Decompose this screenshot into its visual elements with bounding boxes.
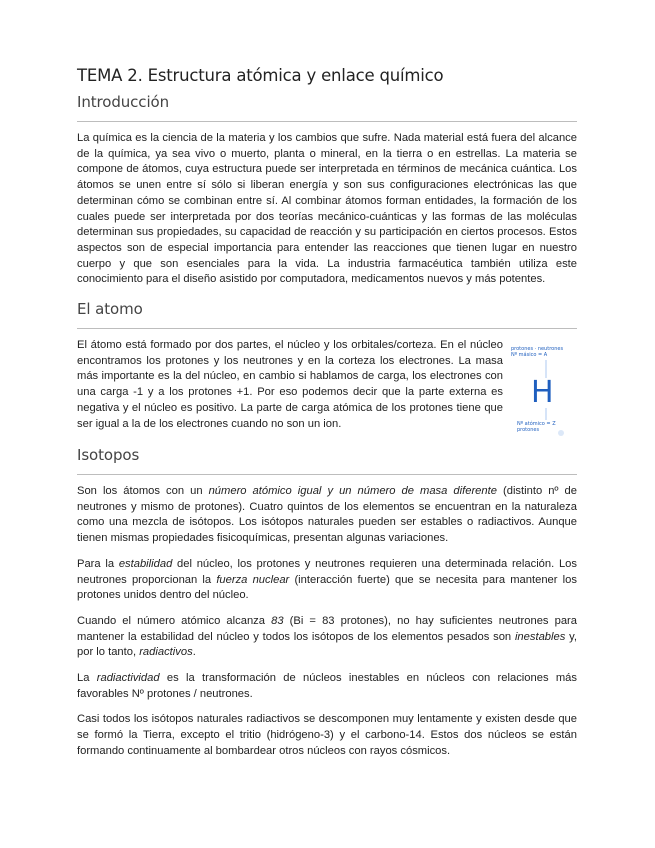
figure-bottom-label-2: protones xyxy=(517,427,540,434)
isotopos-paragraph-3: Cuando el número atómico alcanza 83 (Bi = 83 protones), no hay suficientes neutrones para mantener la estabilidad del núcleo y todos los isótopos de los elementos pesados son inestables y, por lo tanto, radiactivos. xyxy=(77,614,578,659)
isotopos-paragraph-1: Son los átomos con un número atómico igual y un número de masa diferente (distinto nº de neutrones y mismo de protones). Cuatro quintos de los elementos se encuentran en la naturaleza como una mezcla de isótopos. Los isótopos naturales pueden ser estables o radiactivos. Aunque tienen mismas propiedades fisicoquímicas, presentan algunas variaciones. xyxy=(77,485,577,545)
document-title: TEMA 2. Estructura atómica y enlace químico xyxy=(77,66,444,85)
element-symbol: H xyxy=(531,375,554,411)
heading-introduccion: Introducción xyxy=(77,93,170,111)
figure-top-label-1: protones · neutrones xyxy=(511,346,564,353)
figure-bottom-label-1: Nº atómico = Z xyxy=(517,421,556,428)
heading-isotopos: Isotopos xyxy=(77,446,140,465)
hydrogen-diagram xyxy=(511,340,577,440)
isotopos-paragraph-2: Para la estabilidad del núcleo, los protones y neutrones requieren una determinada relación. Los neutrones proporcionan la fuerza nuclear (interacción fuerte) que se necesita para mantener los protones unidos dentro del núcleo. xyxy=(77,557,577,602)
atomo-paragraph: El átomo está formado por dos partes, el núcleo y los orbitales/corteza. En el núcleo encontramos los protones y los neutrones y en la corteza los electrones. La masa más importante es la del núcleo, en cambio si hablamos de carga, los electrones con una carga -1 y a los protones +1. Por eso podemos decir que la parte externa es negativa y el núcleo es positivo. La parte de carga atómica de los protones tiene que ser igual a la de los electrones cuando no son un ion. xyxy=(77,339,503,430)
heading-atomo: El atomo xyxy=(77,300,143,319)
divider xyxy=(77,328,577,329)
document-page xyxy=(77,66,577,760)
hydrogen-figure xyxy=(511,340,577,440)
intro-paragraph: La química es la ciencia de la materia y los cambios que sufre. Nada material está fuera del alcance de la química, ya sea vivo o muerto, planta o mineral, en la tierra o en estrellas. La materia se compone de átomos, cuya estructura puede ser interpretada en términos de mecánica cuántica. Los átomos se unen entre sí sólo si liberan energía y son sus configuraciones electrónicas las que determinan cómo se combinan entre sí. Al combinar átomos forman entidades, la formación de los cuales puede ser interpretada por dos teorías mecánico-cuánticas y las formas de las moléculas determinan sus propiedades, su capacidad de reacción y su participación en ciertos procesos. Estos aspectos son de especial importancia para entender las reacciones que tienen lugar en nuestro cuerpo y que son esenciales para la vida. La industria farmacéutica también utiliza este conocimiento para el diseño asistido por computadora, medicamentos nuevos y más potentes. xyxy=(77,132,577,286)
figure-top-label-2: Nº másico = A xyxy=(511,352,548,359)
atomo-row xyxy=(77,338,577,440)
divider xyxy=(77,474,577,475)
divider xyxy=(77,121,577,122)
isotopos-paragraph-5: Casi todos los isótopos naturales radiactivos se descomponen muy lentamente y existen desde que se formó la Tierra, excepto el tritio (hidrógeno-3) y el carbono-14. Estos dos núcleos se están formando continuamente al bombardear otros núcleos con rayos cósmicos. xyxy=(77,713,577,757)
isotopos-paragraph-4: La radiactividad es la transformación de núcleos inestables en núcleos con relaciones más favorables Nº protones / neutrones. xyxy=(77,672,577,700)
